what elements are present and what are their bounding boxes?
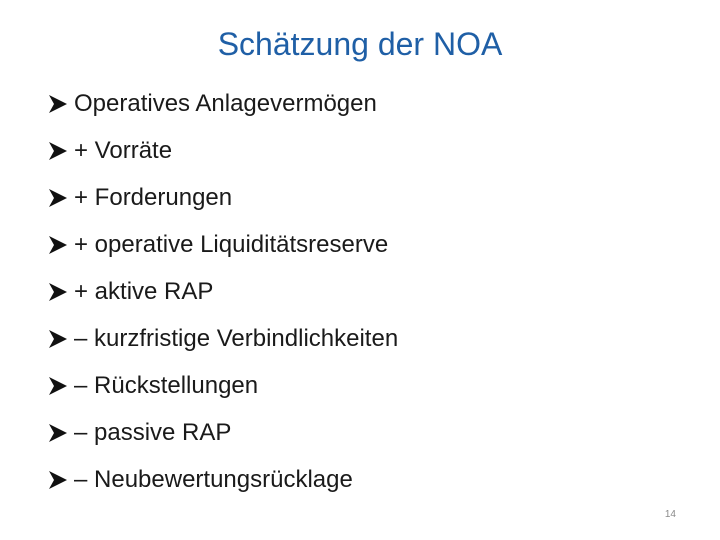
bullet-text: – passive RAP bbox=[74, 418, 232, 446]
bullet-text: – kurzfristige Verbindlichkeiten bbox=[74, 324, 399, 352]
list-item bbox=[46, 362, 398, 409]
bullet-text: Operatives Anlagevermögen bbox=[74, 89, 377, 117]
list-item bbox=[46, 221, 398, 268]
bullet-text: – Neubewertungsrücklage bbox=[74, 465, 353, 493]
list-item bbox=[46, 409, 398, 456]
arrow-bullet-icon bbox=[46, 328, 72, 350]
arrow-bullet-icon bbox=[46, 234, 72, 256]
list-item bbox=[46, 315, 398, 362]
bullet-text: + Vorräte bbox=[74, 136, 173, 164]
bullet-text: + Forderungen bbox=[74, 183, 233, 211]
bullet-list bbox=[46, 80, 398, 503]
bullet-text: – Rückstellungen bbox=[74, 371, 259, 399]
list-item bbox=[46, 174, 398, 221]
arrow-bullet-icon bbox=[46, 469, 72, 491]
slide-title: Schätzung der NOA bbox=[217, 26, 503, 62]
arrow-bullet-icon bbox=[46, 375, 72, 397]
arrow-bullet-icon bbox=[46, 93, 72, 115]
arrow-bullet-icon bbox=[46, 281, 72, 303]
list-item bbox=[46, 456, 398, 503]
list-item bbox=[46, 268, 398, 315]
list-item bbox=[46, 127, 398, 174]
arrow-bullet-icon bbox=[46, 140, 72, 162]
list-item bbox=[46, 80, 398, 127]
bullet-text: + aktive RAP bbox=[74, 277, 214, 305]
arrow-bullet-icon bbox=[46, 187, 72, 209]
arrow-bullet-icon bbox=[46, 422, 72, 444]
bullet-text: + operative Liquiditätsreserve bbox=[74, 230, 389, 258]
page-number: 14 bbox=[664, 509, 676, 520]
